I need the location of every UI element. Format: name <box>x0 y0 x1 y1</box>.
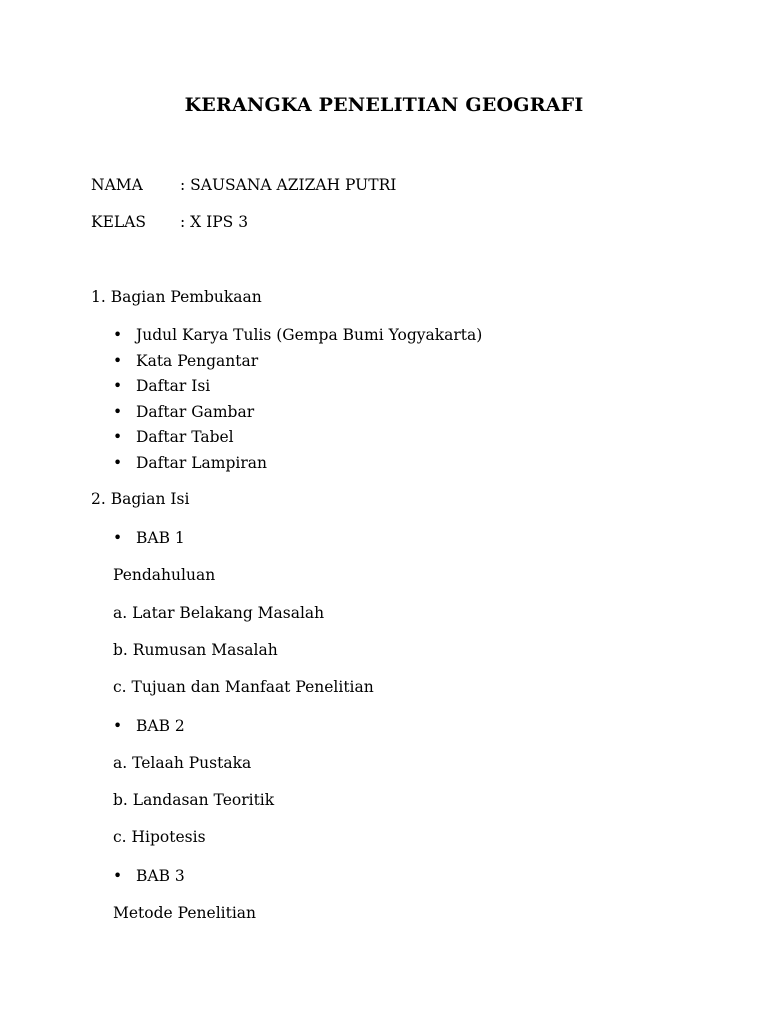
list-item: b. Rumusan Masalah <box>113 641 278 659</box>
bullet-marker: • <box>113 867 123 885</box>
bullet-marker: • <box>113 377 123 395</box>
section-heading-isi: 2. Bagian Isi <box>91 490 190 508</box>
list-item: Daftar Gambar <box>136 403 255 421</box>
chapter-label-bab2: BAB 2 <box>136 717 185 735</box>
field-value-kelas: : X IPS 3 <box>180 213 249 231</box>
list-item: Daftar Tabel <box>136 428 234 446</box>
list-item: Judul Karya Tulis (Gempa Bumi Yogyakarta) <box>136 326 483 344</box>
bullet-marker: • <box>113 454 123 472</box>
list-item: Kata Pengantar <box>136 352 259 370</box>
field-label-nama: NAMA <box>91 176 143 194</box>
list-item: c. Hipotesis <box>113 828 206 846</box>
bullet-marker: • <box>113 352 123 370</box>
bullet-marker: • <box>113 529 123 547</box>
section-heading-pembukaan: 1. Bagian Pembukaan <box>91 288 262 306</box>
bullet-marker: • <box>113 717 123 735</box>
field-value-nama: : SAUSANA AZIZAH PUTRI <box>180 176 397 194</box>
list-item: b. Landasan Teoritik <box>113 791 275 809</box>
list-item: a. Latar Belakang Masalah <box>113 604 325 622</box>
chapter-label-bab3: BAB 3 <box>136 867 185 885</box>
list-item: c. Tujuan dan Manfaat Penelitian <box>113 678 374 696</box>
chapter-subtitle-bab3: Metode Penelitian <box>113 904 257 922</box>
bullet-marker: • <box>113 326 123 344</box>
list-item: Daftar Isi <box>136 377 211 395</box>
bullet-marker: • <box>113 403 123 421</box>
list-item: a. Telaah Pustaka <box>113 754 252 772</box>
list-item: Daftar Lampiran <box>136 454 267 472</box>
bullet-marker: • <box>113 428 123 446</box>
chapter-subtitle-bab1: Pendahuluan <box>113 566 216 584</box>
field-label-kelas: KELAS <box>91 213 146 231</box>
document-title: KERANGKA PENELITIAN GEOGRAFI <box>184 94 584 116</box>
chapter-label-bab1: BAB 1 <box>136 529 185 547</box>
